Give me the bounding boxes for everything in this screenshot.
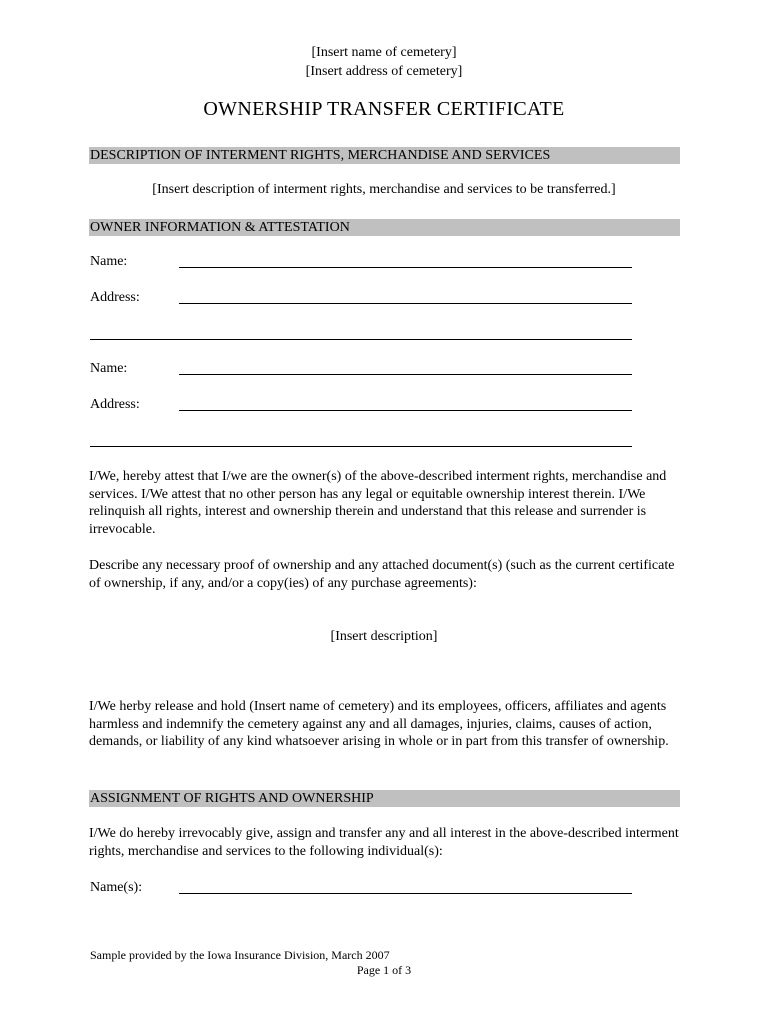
- assignment-section-heading: ASSIGNMENT OF RIGHTS AND OWNERSHIP: [89, 790, 680, 807]
- owner-address-line-2b[interactable]: [90, 446, 632, 447]
- description-placeholder: [Insert description of interment rights, merchandise and services to be transferred.]: [152, 182, 616, 197]
- cemetery-name: [Insert name of cemetery]: [311, 45, 457, 60]
- owner-name-label-1: Name:: [90, 254, 128, 269]
- owner-name-line-2[interactable]: [179, 374, 632, 375]
- owner-name-label-2: Name:: [90, 361, 128, 376]
- assignee-names-line[interactable]: [179, 893, 632, 894]
- footer-source: Sample provided by the Iowa Insurance Division, March 2007: [90, 948, 390, 962]
- owner-address-label-1: Address:: [90, 290, 140, 305]
- owner-address-line-1b[interactable]: [90, 339, 632, 340]
- description-section-heading: DESCRIPTION OF INTERMENT RIGHTS, MERCHANDISE AND SERVICES: [89, 147, 680, 164]
- assignment-paragraph: I/We do hereby irrevocably give, assign and transfer any and all interest in the above-described interment rights, merchandise and services to the following individual(s):: [89, 826, 679, 859]
- footer-page-number: Page 1 of 3: [356, 963, 412, 977]
- owner-address-label-2: Address:: [90, 397, 140, 412]
- page-title: OWNERSHIP TRANSFER CERTIFICATE: [203, 98, 565, 120]
- assignee-names-label: Name(s):: [90, 880, 143, 895]
- cemetery-address: [Insert address of cemetery]: [305, 64, 463, 79]
- owner-name-line-1[interactable]: [179, 267, 632, 268]
- proof-placeholder: [Insert description]: [330, 629, 438, 644]
- attestation-paragraph: I/We, hereby attest that I/we are the owner(s) of the above-described interment rights, merchandise and services. I/We attest that no other person has any legal or equitable ownership interest therein. I/We relinquish all rights, interest and ownership therein and understand that this release and surrender is irrevocable.: [89, 469, 667, 537]
- proof-paragraph: Describe any necessary proof of ownership and any attached document(s) (such as the current certificate of ownership, if any, and/or a copy(ies) of any purchase agreements):: [89, 558, 675, 591]
- owner-section-heading: OWNER INFORMATION & ATTESTATION: [89, 219, 680, 236]
- owner-address-line-1[interactable]: [179, 303, 632, 304]
- release-paragraph: I/We herby release and hold (Insert name of cemetery) and its employees, officers, affiliates and agents harmless and indemnify the cemetery against any and all damages, injuries, claims, causes of action, demands, or liability of any kind whatsoever arising in whole or in part from this transfer of ownership.: [89, 699, 669, 749]
- owner-address-line-2[interactable]: [179, 410, 632, 411]
